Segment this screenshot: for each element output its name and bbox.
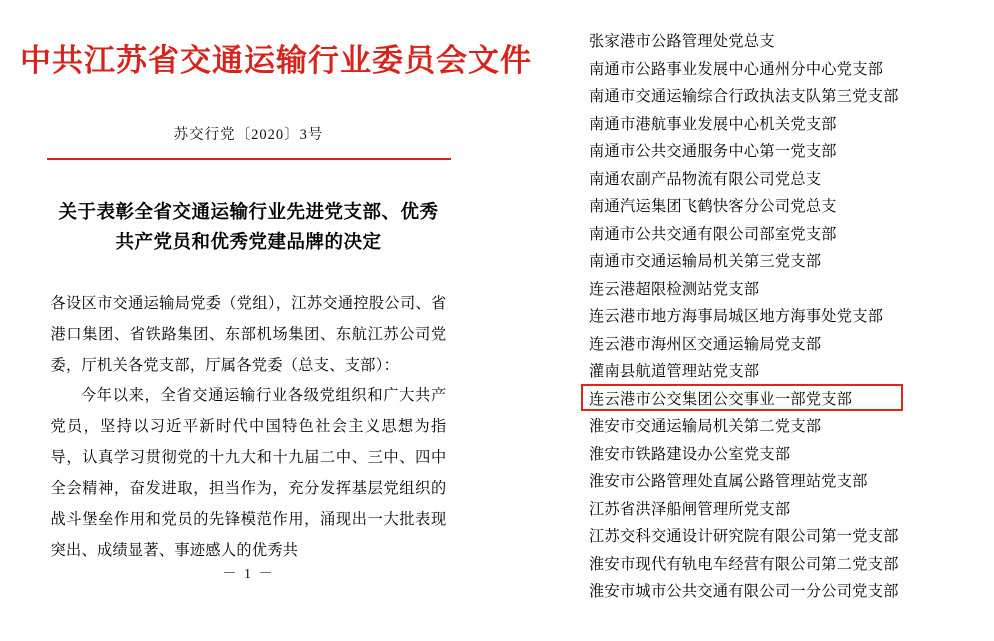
document-body — [51, 289, 447, 567]
list-item: 南通市港航事业发展中心机关党支部 — [589, 115, 837, 133]
list-item: 灌南县航道管理站党支部 — [589, 363, 760, 380]
document-right-page — [497, 0, 994, 641]
list-item: 南通市公共交通服务中心第一党支部 — [589, 143, 837, 160]
list-item: 张家港市公路管理处党总支 — [589, 33, 775, 50]
document-number: 苏交行党〔2020〕3号 — [173, 126, 324, 143]
list-item: 连云港市地方海事局城区地方海事处党支部 — [589, 308, 884, 325]
list-item: 南通市公共交通有限公司部室党支部 — [589, 225, 837, 243]
page-number: － 1 － — [222, 567, 275, 582]
list-item: 南通农副产品物流有限公司党总支 — [589, 170, 822, 188]
list-item-highlighted: 连云港市公交集团公交事业一部党支部 — [589, 386, 966, 414]
document-title: 中共江苏省交通运输行业委员会文件 — [20, 43, 532, 79]
list-item: 淮安市城市公共交通有限公司一分公司党支部 — [589, 583, 899, 600]
document-heading-line-1: 关于表彰全省交通运输行业先进党支部、优秀 — [58, 202, 439, 223]
list-item: 江苏省洪泽船闸管理所党支部 — [589, 500, 791, 518]
list-item: 南通汽运集团飞鹤快客分公司党总支 — [589, 198, 837, 215]
party-branch-list — [589, 28, 966, 606]
body-paragraph-2: 今年以来，全省交通运输行业各级党组织和广大共产党员，坚持以习近平新时代中国特色社会主义思想为指导，认真学习贯彻党的十九大和十九届二中、三中、四中全会精神，奋发进取，担当作为，充分发挥基层党组织的战斗堡垒作用和党员的先锋模范作用，涌现出一大批表现突出、成绩显著、事迹感人的优秀共 — [50, 387, 447, 559]
document-heading — [49, 198, 449, 259]
red-divider-rule — [47, 158, 451, 160]
list-item: 南通市公路事业发展中心通州分中心党支部 — [589, 60, 884, 78]
list-item: 江苏交科交通设计研究院有限公司第一党支部 — [589, 528, 899, 545]
list-item: 南通市交通运输综合行政执法支队第三党支部 — [589, 88, 899, 105]
list-item: 连云港超限检测站党支部 — [589, 280, 760, 298]
list-item: 淮安市公路管理处直属公路管理站党支部 — [589, 473, 868, 490]
list-item: 淮安市铁路建设办公室党支部 — [589, 445, 791, 463]
body-paragraph-1: 各设区市交通运输局党委（党组），江苏交通控股公司、省港口集团、省铁路集团、东部机场集团、东航江苏公司党委，厅机关各党支部，厅属各党委（总支、支部）： — [50, 294, 447, 374]
list-item: 连云港市海州区交通运输局党支部 — [589, 335, 822, 353]
list-item: 淮安市交通运输局机关第二党支部 — [589, 418, 822, 435]
list-item: 淮安市现代有轨电车经营有限公司第二党支部 — [589, 555, 899, 573]
list-item: 南通市交通运输局机关第三党支部 — [589, 253, 822, 270]
document-heading-line-2: 共产党员和优秀党建品牌的决定 — [115, 233, 382, 254]
